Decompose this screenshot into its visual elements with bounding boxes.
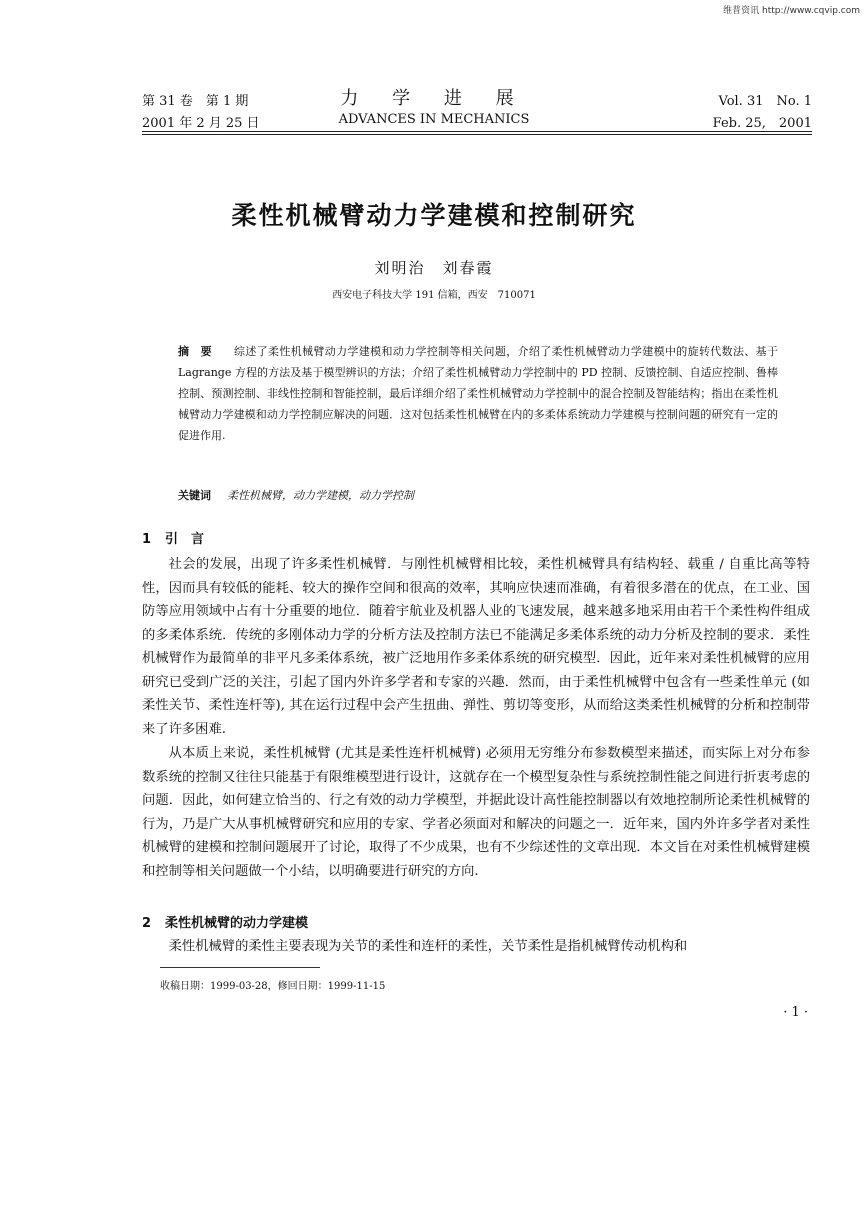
source-watermark: 维普资讯 http://www.cqvip.com (723, 6, 860, 16)
paper-title: 柔性机械臂动力学建模和控制研究 (231, 201, 637, 230)
publication-date-en: Feb. 25, 2001 (712, 116, 812, 131)
volume-issue-en: Vol. 31 No. 1 (718, 94, 812, 109)
paper-authors: 刘明治 刘春霞 (374, 259, 494, 277)
journal-title-en: ADVANCES IN MECHANICS (338, 112, 530, 127)
section-heading-1 (142, 528, 204, 547)
header-rule-top (142, 131, 812, 132)
abstract (178, 341, 778, 446)
publication-date-cn: 2001 年 2 月 25 日 (142, 116, 260, 131)
keywords-text: 柔性机械臂，动力学建模，动力学控制 (227, 489, 414, 502)
volume-issue-cn: 第 31 卷 第 1 期 (142, 94, 249, 109)
footnote-rule (160, 967, 320, 968)
section-number: 1 (142, 532, 152, 547)
section-heading-2 (142, 912, 308, 931)
journal-title-cn: 力 学 进 展 (340, 88, 528, 109)
body-paragraph: 社会的发展，出现了许多柔性机械臂．与刚性机械臂相比较，柔性机械臂具有结构轻、载重 / 自重比高等特性，因而具有较低的能耗、较大的操作空间和很高的效率，其响应快速而准确，有着很多潜在的优点，在工业、国防等应用领域中占有十分重要的地位．随着宇航业及机器人业的飞速发展，越来越多地采用由若干个柔性构件组成的多柔体系统．传统的多刚体动力学的分析方法及控制方法已不能满足多柔体系统的动力分析及控制的要求．柔性机械臂作为最简单的非平凡多柔体系统，被广泛地用作多柔体系统的研究模型．因此，近年来对柔性机械臂的应用研究已受到广泛的关注，引起了国内外许多学者和专家的兴趣．然而，由于柔性机械臂中包含有一些柔性单元 (如柔性关节、柔性连杆等), 其在运行过程中会产生扭曲、弹性、剪切等变形，从而给这类柔性机械臂的分析和控制带来了许多困难. (142, 557, 810, 737)
section-number: 2 (142, 916, 152, 931)
section-title: 引 言 (165, 532, 205, 547)
abstract-label: 摘 要 (178, 345, 213, 358)
body-paragraph: 柔性机械臂的柔性主要表现为关节的柔性和连杆的柔性，关节柔性是指机械臂传动机构和 (168, 939, 688, 954)
keywords-label: 关键词 (178, 489, 211, 502)
body-paragraph: 从本质上来说，柔性机械臂 (尤其是柔性连杆机械臂) 必须用无穷维分布参数模型来描述，而实际上对分布参数系统的控制又往往只能基于有限维模型进行设计，这就存在一个模型复杂性与系统控制性能之间进行折衷考虑的问题．因此，如何建立恰当的、行之有效的动力学模型，并据此设计高性能控制器以有效地控制所论柔性机械臂的行为，乃是广大从事机械臂研究和应用的专家、学者必须面对和解决的问题之一．近年来，国内外许多学者对柔性机械臂的建模和控制问题展开了讨论，取得了不少成果，也有不少综述性的文章出现．本文旨在对柔性机械臂建模和控制等相关问题做一个小结，以明确要进行研究的方向. (142, 746, 810, 879)
section-title: 柔性机械臂的动力学建模 (165, 916, 309, 931)
header-rule-bottom (142, 134, 812, 135)
keywords (178, 487, 414, 503)
received-dates-footnote: 收稿日期：1999-03-28，修回日期：1999-11-15 (160, 981, 386, 992)
abstract-text: 综述了柔性机械臂动力学建模和动力学控制等相关问题，介绍了柔性机械臂动力学建模中的旋转代数法、基于 Lagrange 方程的方法及基于模型辨识的方法；介绍了柔性机械臂动力学控制中的 PD 控制、反馈控制、自适应控制、鲁棒控制、预测控制、非线性控制和智能控制，最后详细介绍了柔性机械臂动力学控制中的混合控制及智能结构；指出在柔性机械臂动力学建模和动力学控制应解决的问题．这对包括柔性机械臂在内的多柔体系统动力学建模与控制问题的研究有一定的促进作用. (178, 345, 779, 442)
author-affiliation: 西安电子科技大学 191 信箱，西安 710071 (332, 290, 536, 301)
page-number: · 1 · (783, 1005, 808, 1020)
